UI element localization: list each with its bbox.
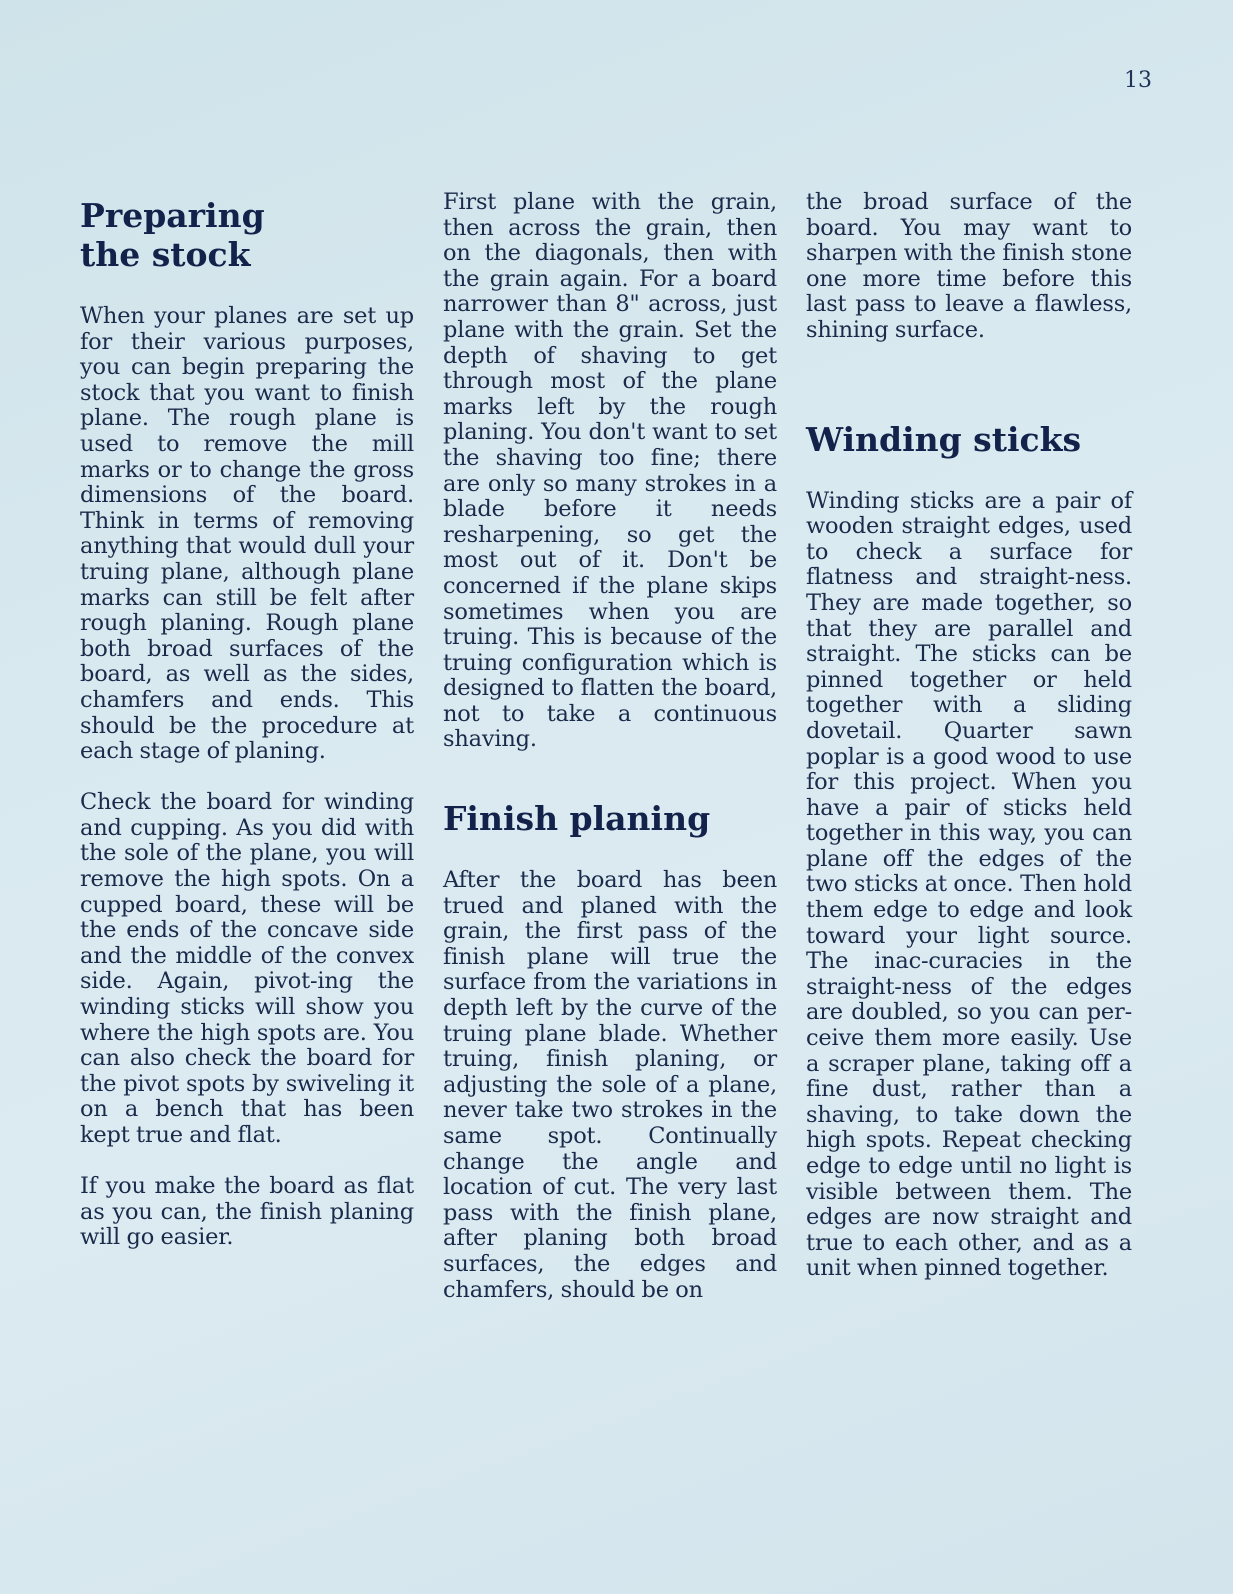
column-1 [80, 196, 414, 1251]
heading-finish-planing: Finish planing [443, 799, 711, 839]
paragraph-finish-planing: After the board has been trued and planed with the grain, the first pass of the finish plane will true the surface from the variations in depth left by the curve of the truing plane blade. Whether truing, finish planing, or adjusting the sole of a plane, never take two strokes in the same spot. Continually change the angle and location of cut. The very last pass with the finish plane, after planing both broad surfaces, the edges and chamfers, should be on [443, 867, 777, 1303]
paragraph-planing-technique: First plane with the grain, then across the grain, then on the diagonals, then with the grain again. For a board narrower than 8" across, just plane with the grain. Set the depth of shaving to get through most of the plane marks left by the rough planing. You don't want to set the shaving too fine; there are only so many strokes in a blade before it needs resharpening, so get the most out of it. Don't be concerned if the plane skips sometimes when you are truing. This is because of the truing configuration which is designed to flatten the board, not to take a continuous shaving. [443, 189, 777, 753]
paragraph-preparing-3: If you make the board as flat as you can, the finish planing will go easier. [80, 1173, 414, 1251]
heading-winding-sticks: Winding sticks [806, 419, 1082, 459]
paragraph-last-pass: the broad surface of the board. You may want to sharpen with the finish stone one more time before this last pass to leave a flawless, shining surface. [806, 189, 1132, 343]
column-3 [806, 190, 1132, 1282]
column-2 [443, 190, 777, 1303]
paragraph-winding-sticks: Winding sticks are a pair of wooden straight edges, used to check a surface for flatness and straight-ness. They are made together, so that they are parallel and straight. The sticks can be pinned together or held together with a sliding dovetail. Quarter sawn poplar is a good wood to use for this project. When you have a pair of sticks held together in this way, you can plane off the edges of the two sticks at once. Then hold them edge to edge and look toward your light source. The inac-curacies in the straight-ness of the edges are doubled, so you can per-ceive them more easily. Use a scraper plane, taking off a fine dust, rather than a shaving, to take down the high spots. Repeat checking edge to edge until no light is visible between them. The edges are now straight and true to each other, and as a unit when pinned together. [806, 487, 1132, 1282]
paragraph-preparing-1: When your planes are set up for their various purposes, you can begin preparing the stock that you want to finish plane. The rough plane is used to remove the mill marks or to change the gross dimensions of the board. Think in terms of removing anything that would dull your truing plane, although plane marks can still be felt after rough planing. Rough plane both broad surfaces of the board, as well as the sides, chamfers and ends. This should be the procedure at each stage of planing. [80, 303, 414, 765]
heading-preparing-the-stock: Preparing the stock [80, 196, 265, 274]
paragraph-preparing-2: Check the board for winding and cupping. As you did with the sole of the plane, you will remove the high spots. On a cupped board, these will be the ends of the concave side and the middle of the convex side. Again, pivot-ing the winding sticks will show you where the high spots are. You can also check the board for the pivot spots by swiveling it on a bench that has been kept true and flat. [80, 789, 414, 1148]
page-number: 13 [1124, 68, 1152, 93]
